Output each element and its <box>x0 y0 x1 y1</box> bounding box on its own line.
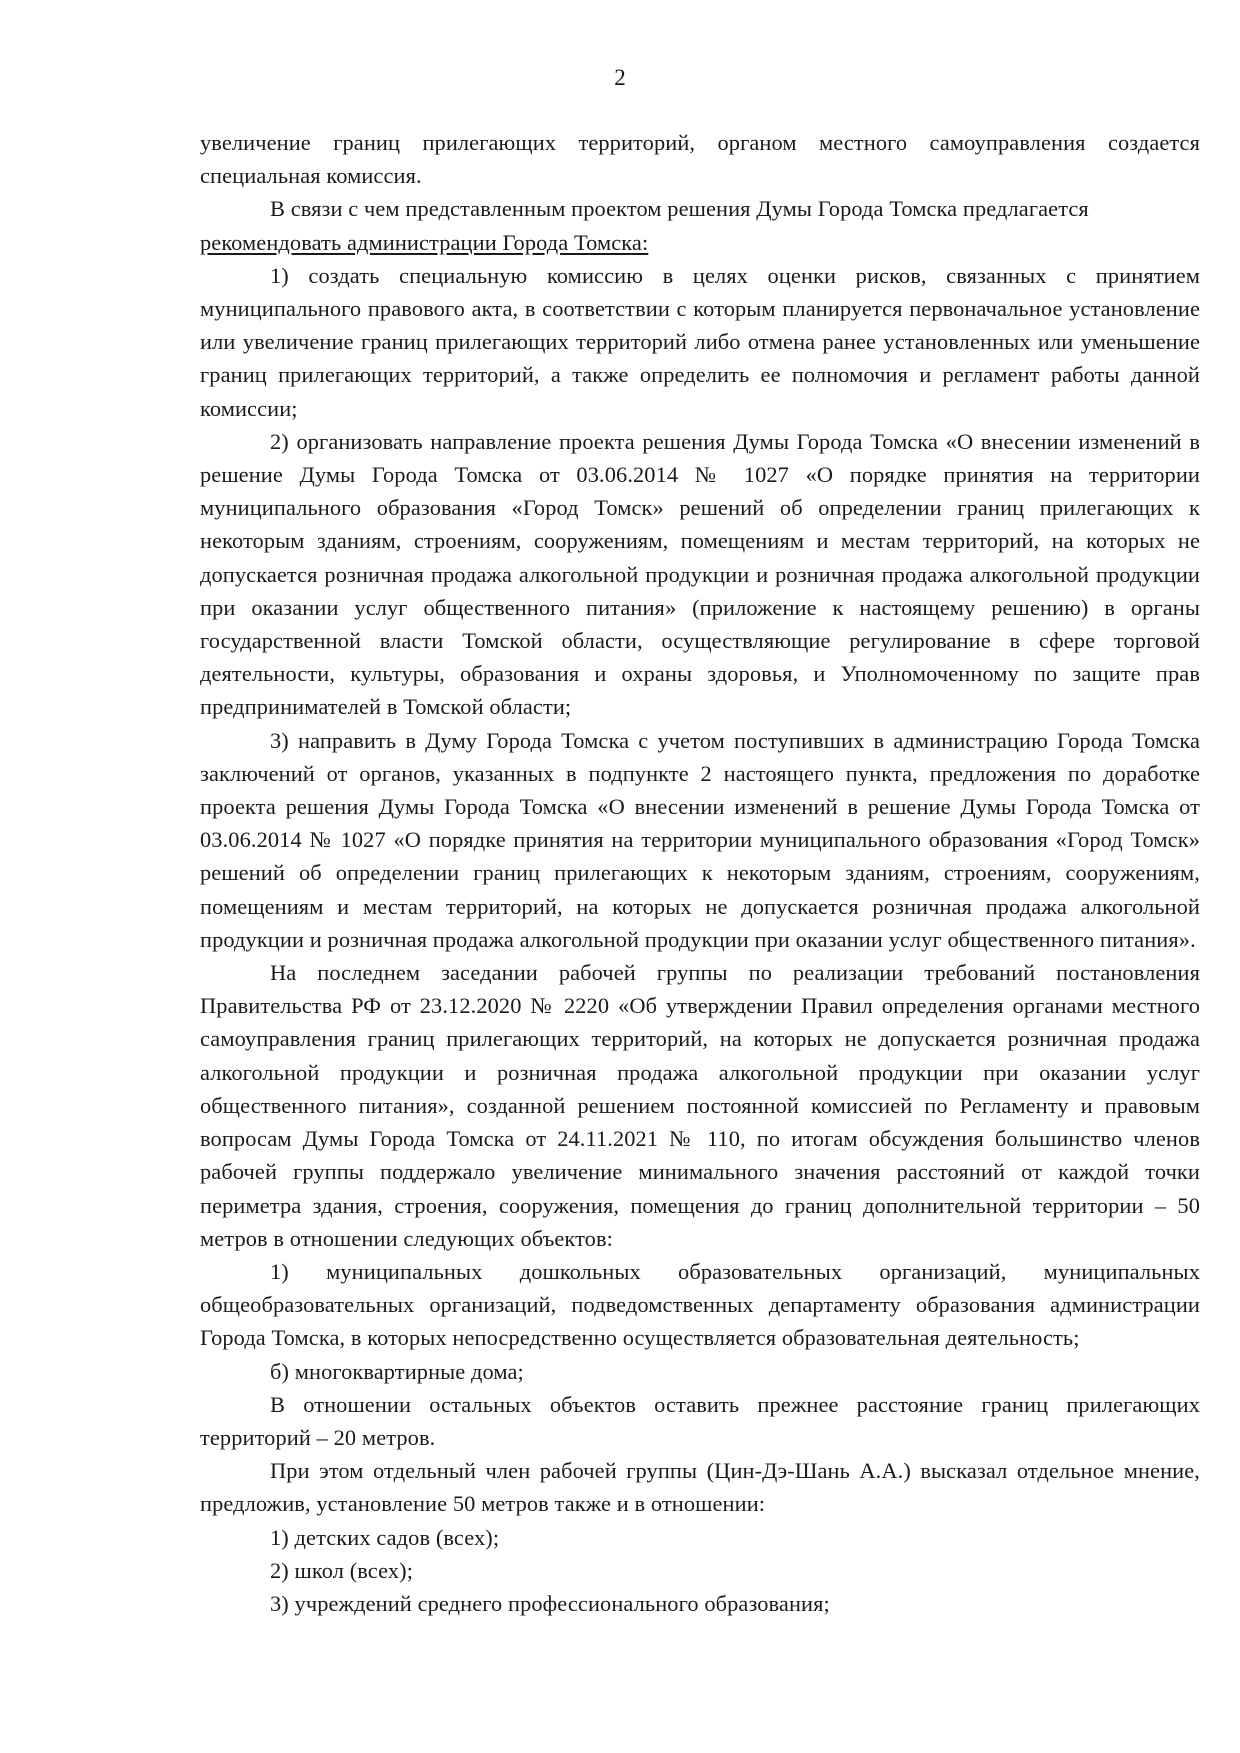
list-item-kindergartens: 1) детских садов (всех); <box>270 1524 500 1550</box>
paragraph-2: В связи с чем представленным проектом решения Думы Города Томска предлагается <box>270 196 1089 222</box>
paragraph-separate-opinion: При этом отдельный член рабочей группы (Цин-Дэ-Шань А.А.) высказал отдельное мнение, предложив, установление 50 метров также и в отношении: <box>200 1458 1200 1517</box>
list-item-vocational: 3) учреждений среднего профессионального образования; <box>270 1590 830 1616</box>
list-item-schools: 2) школ (всех); <box>270 1557 414 1583</box>
paragraph-1: увеличение границ прилегающих территорий, органом местного самоуправления создается специальная комиссия. <box>200 130 1200 189</box>
paragraph-3-underlined: рекомендовать администрации Города Томска: <box>200 229 649 255</box>
paragraph-working-group: На последнем заседании рабочей группы по реализации требований постановления Правительства РФ от 23.12.2020 № 2220 «Об утверждении Правил определения органами местного самоуправления границ прилегающих территорий, на которых не допускается розничная продажа алкогольной продукции и розничная продажа алкогольной продукции при оказании услуг общественного питания», созданной решением постоянной комиссией по Регламенту и правовым вопросам Думы Города Томска от 24.11.2021 № 110, по итогам обсуждения большинство членов рабочей группы поддержало увеличение минимального значения расстояний от каждой точки периметра здания, строения, сооружения, помещения до границ дополнительной территории – 50 метров в отношении следующих объектов: <box>200 960 1200 1251</box>
list-item-send-proposals: 3) направить в Думу Города Томска с учетом поступивших в администрацию Города Томска заключений от органов, указанных в подпункте 2 настоящего пункта, предложения по доработке проекта решения Думы Города Томска «О внесении изменений в решение Думы Города Томска от 03.06.2014 № 1027 «О порядке принятия на территории муниципального образования «Город Томск» решений об определении границ прилегающих к некоторым зданиям, строениям, сооружениям, помещениям и местам территорий, на которых не допускается розничная продажа алкогольной продукции и розничная продажа алкогольной продукции при оказании услуг общественного питания». <box>200 727 1200 952</box>
document-body <box>200 126 1200 1620</box>
list-item-apartment-buildings: б) многоквартирные дома; <box>270 1358 524 1384</box>
list-item-create-commission: 1) создать специальную комиссию в целях оценки рисков, связанных с принятием муниципального правового акта, в соответствии с которым планируется первоначальное установление или увеличение границ прилегающих территорий либо отмена ранее установленных или уменьшение границ прилегающих территорий, а также определить ее полномочия и регламент работы данной комиссии; <box>200 262 1200 421</box>
list-item-organize-referral: 2) организовать направление проекта решения Думы Города Томска «О внесении изменений в решение Думы Города Томска от 03.06.2014 № 1027 «О порядке принятия на территории муниципального образования «Город Томск» решений об определении границ прилегающих к некоторым зданиям, строениям, сооружениям, помещениям и местам территорий, на которых не допускается розничная продажа алкогольной продукции и розничная продажа алкогольной продукции при оказании услуг общественного питания» (приложение к настоящему решению) в органы государственной власти Томской области, осуществляющие регулирование в сфере торговой деятельности, культуры, образования и охраны здоровья, и Уполномоченному по защите прав предпринимателей в Томской области; <box>200 428 1200 720</box>
paragraph-other-objects: В отношении остальных объектов оставить прежнее расстояние границ прилегающих территорий – 20 метров. <box>200 1391 1200 1450</box>
list-item-municipal-organizations: 1) муниципальных дошкольных образовательных организаций, муниципальных общеобразовательных организаций, подведомственных департаменту образования администрации Города Томска, в которых непосредственно осуществляется образовательная деятельность; <box>200 1258 1200 1351</box>
page-number: 2 <box>614 65 626 90</box>
